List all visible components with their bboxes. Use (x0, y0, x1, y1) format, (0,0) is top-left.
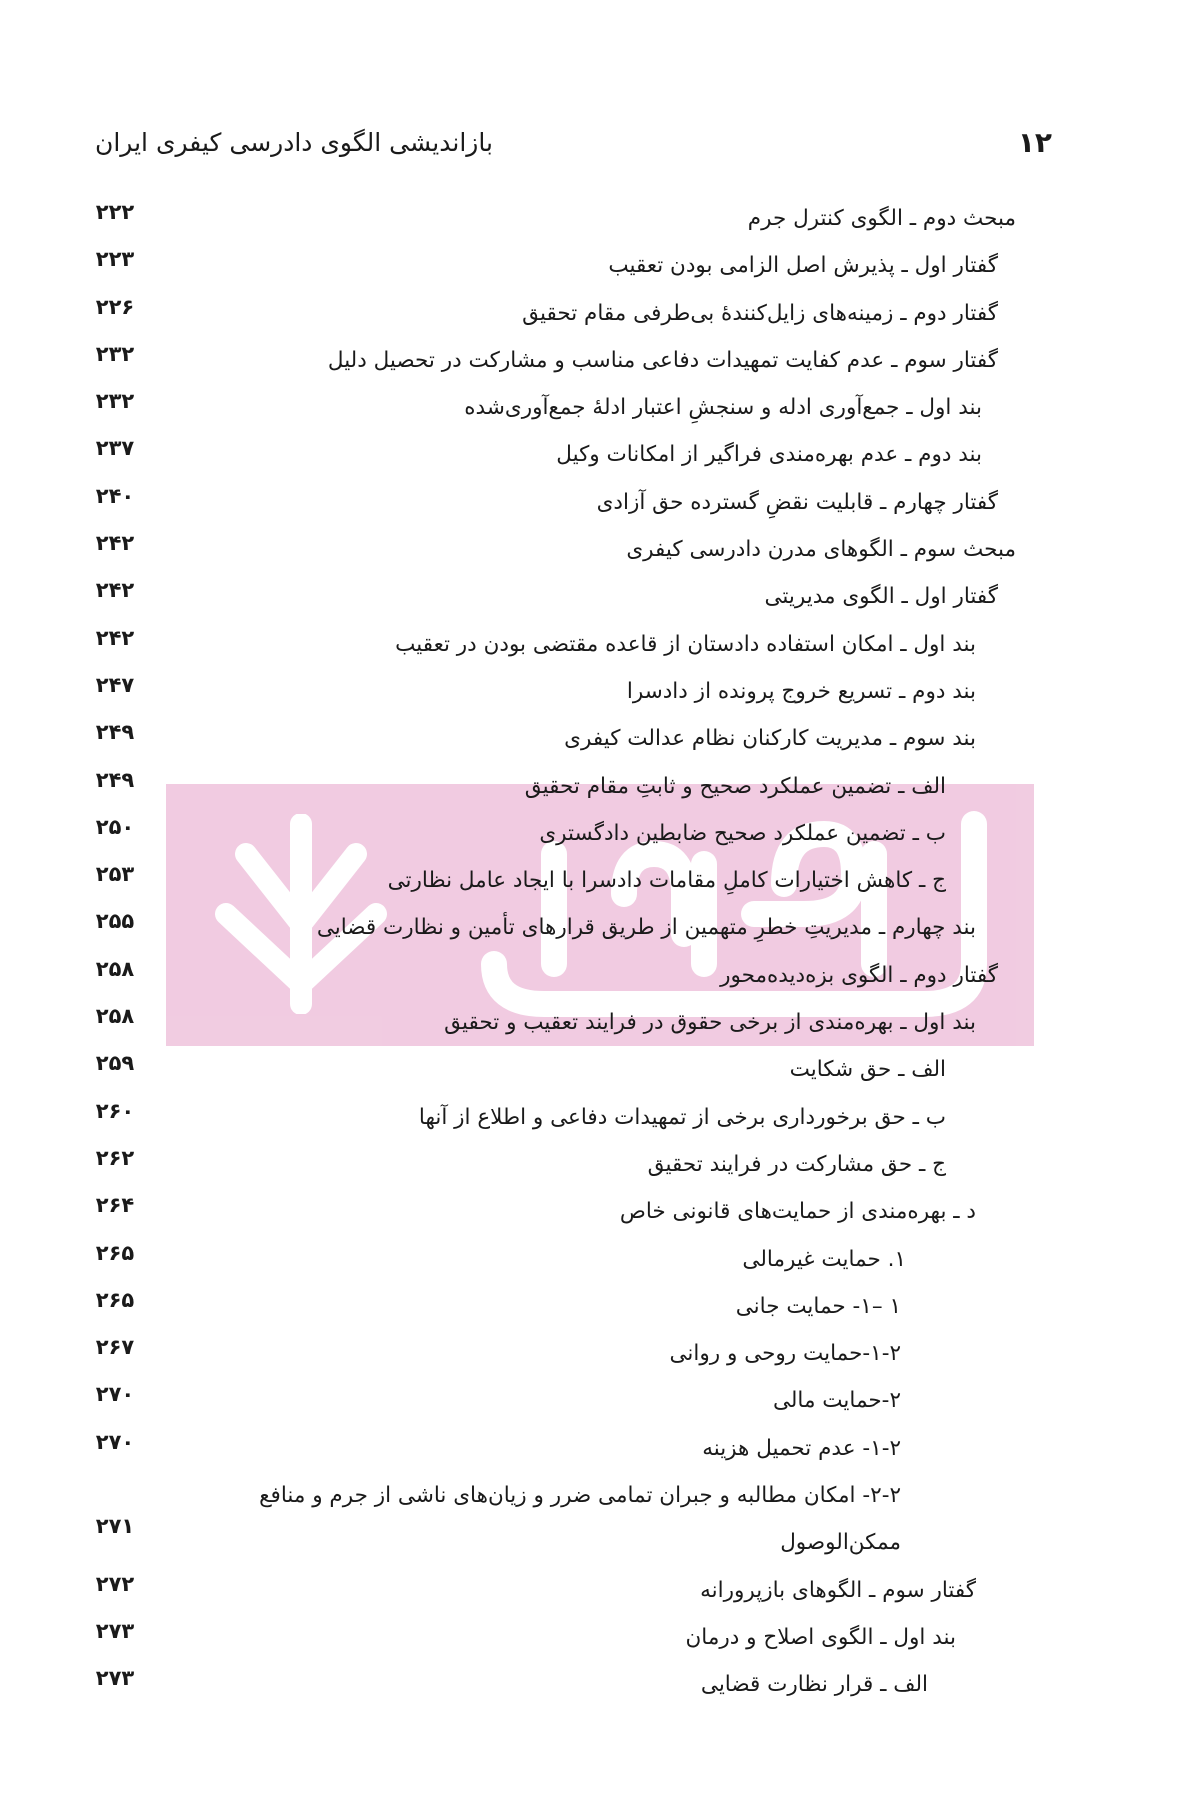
toc-entry-page: ۲۵۸ (95, 956, 135, 981)
toc-entry (80, 720, 1016, 767)
toc-entry-title: ۲-حمایت مالی (772, 1388, 901, 1414)
toc-entry-title: گفتار سوم ـ عدم کفایت تمهیدات دفاعی مناسب و مشارکت در تحصیل دلیل (327, 347, 998, 373)
table-of-contents (80, 200, 1016, 1714)
toc-entry-page: ۲۵۸ (95, 1004, 135, 1029)
toc-entry (80, 531, 1016, 578)
toc-entry-page: ۲۶۵ (95, 1287, 135, 1312)
toc-entry-title: گفتار دوم ـ زمینه‌های زایل‌کنندهٔ بی‌طرفی مقام تحقیق (522, 300, 998, 326)
toc-entry-title: بند اول ـ بهره‌مندی از برخی حقوق در فرایند تعقیب و تحقیق (444, 1010, 976, 1036)
toc-entry-title: بند دوم ـ عدم بهره‌مندی فراگیر از امکانات وکیل (556, 442, 982, 468)
toc-entry (80, 1430, 1016, 1477)
toc-entry-title: بند سوم ـ مدیریت کارکنان نظام عدالت کیفری (564, 726, 976, 752)
page-header (95, 126, 1052, 166)
toc-entry (80, 200, 1016, 247)
toc-entry-title: الف ـ تضمین عملکرد صحیح و ثابتِ مقام تحقیق (524, 773, 946, 799)
toc-entry-title: ج ـ حق مشارکت در فرایند تحقیق (647, 1151, 946, 1177)
toc-entry-title: بند اول ـ الگوی اصلاح و درمان (685, 1624, 956, 1650)
toc-entry-title: ب ـ تضمین عملکرد صحیح ضابطین دادگستری (539, 820, 946, 846)
toc-entry (80, 862, 1016, 909)
toc-entry-page: ۲۴۲ (95, 578, 135, 603)
toc-entry (80, 1666, 1016, 1713)
toc-entry (80, 1514, 1016, 1571)
toc-entry-page: ۲۵۳ (95, 862, 135, 887)
toc-entry-page: ۲۷۲ (95, 1571, 135, 1596)
toc-entry-page: ۲۴۲ (95, 531, 135, 556)
toc-entry-page: ۲۶۲ (95, 1145, 135, 1170)
toc-entry (80, 768, 1016, 815)
toc-entry (80, 484, 1016, 531)
toc-entry-title: مبحث دوم ـ الگوی کنترل جرم (747, 206, 1016, 231)
toc-entry (80, 1193, 1016, 1240)
toc-entry-title: گفتار اول ـ الگوی مدیریتی (764, 584, 998, 610)
toc-entry (80, 1288, 1016, 1335)
toc-entry-page: ۲۳۲ (95, 389, 135, 414)
page-number: ۱۲ (1017, 126, 1052, 159)
toc-entry-page: ۲۷۳ (95, 1666, 135, 1691)
toc-entry-title: ۱-۲- عدم تحمیل هزینه (702, 1435, 901, 1461)
toc-entry (80, 1477, 1016, 1524)
toc-entry-title: مبحث سوم ـ الگوهای مدرن دادرسی کیفری (626, 537, 1016, 563)
toc-entry-page: ۲۵۵ (95, 909, 135, 934)
toc-entry-title: ۱ –۱- حمایت جانی (735, 1293, 901, 1319)
toc-entry (80, 247, 1016, 294)
toc-entry-title: گفتار دوم ـ الگوی بزه‌دیده‌محور (720, 962, 998, 988)
toc-entry-title: الف ـ قرار نظارت قضایی (700, 1672, 928, 1698)
toc-entry (80, 957, 1016, 1004)
toc-entry-title: ب ـ حق برخورداری برخی از تمهیدات دفاعی و اطلاع از آنها (418, 1104, 946, 1130)
toc-entry (80, 626, 1016, 673)
toc-entry-title: ۲-۲- امکان مطالبه و جبران تمامی ضرر و زیان‌های ناشی از جرم و منافع (259, 1483, 901, 1509)
toc-entry (80, 342, 1016, 389)
toc-entry-page: ۲۲۶ (95, 294, 135, 319)
toc-entry-title: گفتار چهارم ـ قابلیت نقضِ گسترده حق آزادی (596, 489, 998, 515)
toc-entry (80, 1572, 1016, 1619)
toc-entry (80, 815, 1016, 862)
toc-entry-page: ۲۷۳ (95, 1618, 135, 1643)
toc-entry-page: ۲۳۲ (95, 341, 135, 366)
toc-entry (80, 1099, 1016, 1146)
toc-entry-page: ۲۷۰ (95, 1429, 135, 1454)
toc-entry-title: گفتار اول ـ پذیرش اصل الزامی بودن تعقیب (608, 253, 998, 279)
toc-entry-page: ۲۴۹ (95, 720, 135, 745)
toc-entry-title: ممکن‌الوصول (780, 1530, 901, 1556)
toc-entry (80, 673, 1016, 720)
toc-entry (80, 295, 1016, 342)
toc-entry-page: ۲۴۷ (95, 672, 135, 697)
toc-entry (80, 1146, 1016, 1193)
toc-entry-title: ج ـ کاهش اختیارات کاملِ مقامات دادسرا با ایجاد عامل نظارتی (387, 868, 946, 894)
toc-entry-title: ۱. حمایت غیرمالی (742, 1246, 906, 1272)
toc-entry (80, 578, 1016, 625)
toc-entry-title: بند اول ـ امکان استفاده دادستان از قاعده مقتضی بودن در تعقیب (395, 631, 976, 657)
toc-entry-title: د ـ بهره‌مندی از حمایت‌های قانونی خاص (619, 1199, 976, 1225)
toc-entry-page: ۲۲۲ (95, 200, 135, 224)
toc-entry-page: ۲۲۳ (95, 247, 135, 272)
toc-entry-page: ۲۵۹ (95, 1051, 135, 1076)
toc-entry-title: الف ـ حق شکایت (789, 1057, 946, 1083)
toc-entry (80, 1619, 1016, 1666)
toc-entry-page: ۲۵۰ (95, 814, 135, 839)
toc-entry-page: ۲۷۰ (95, 1382, 135, 1407)
toc-entry-page: ۲۷۱ (95, 1514, 135, 1539)
toc-entry-page: ۲۳۷ (95, 436, 135, 461)
toc-entry (80, 909, 1016, 956)
toc-entry-title: بند دوم ـ تسریع خروج پرونده از دادسرا (626, 678, 976, 704)
toc-entry-page: ۲۴۰ (95, 483, 135, 508)
toc-entry-title: بند چهارم ـ مدیریتِ خطرِ متهمین از طریق قرارهای تأمین و نظارت قضایی (316, 915, 976, 941)
running-title: بازاندیشی الگوی دادرسی کیفری ایران (95, 128, 493, 157)
toc-entry (80, 389, 1016, 436)
toc-entry-page: ۲۴۲ (95, 625, 135, 650)
toc-entry-title: گفتار سوم ـ الگوهای بازپرورانه (700, 1577, 976, 1603)
toc-entry-page: ۲۶۷ (95, 1335, 135, 1360)
toc-entry-page: ۲۶۴ (95, 1193, 135, 1218)
toc-entry-page: ۲۶۰ (95, 1098, 135, 1123)
toc-entry-title: ۱-۲-حمایت روحی و روانی (669, 1341, 901, 1367)
toc-entry-page: ۲۴۹ (95, 767, 135, 792)
toc-entry (80, 436, 1016, 483)
toc-entry-title: بند اول ـ جمع‌آوری ادله و سنجشِ اعتبار ادلهٔ جمع‌آوری‌شده (464, 395, 982, 421)
toc-entry (80, 1004, 1016, 1051)
toc-entry-page: ۲۶۵ (95, 1240, 135, 1265)
toc-entry (80, 1051, 1016, 1098)
toc-entry (80, 1382, 1016, 1429)
toc-entry (80, 1335, 1016, 1382)
toc-entry (80, 1241, 1016, 1288)
